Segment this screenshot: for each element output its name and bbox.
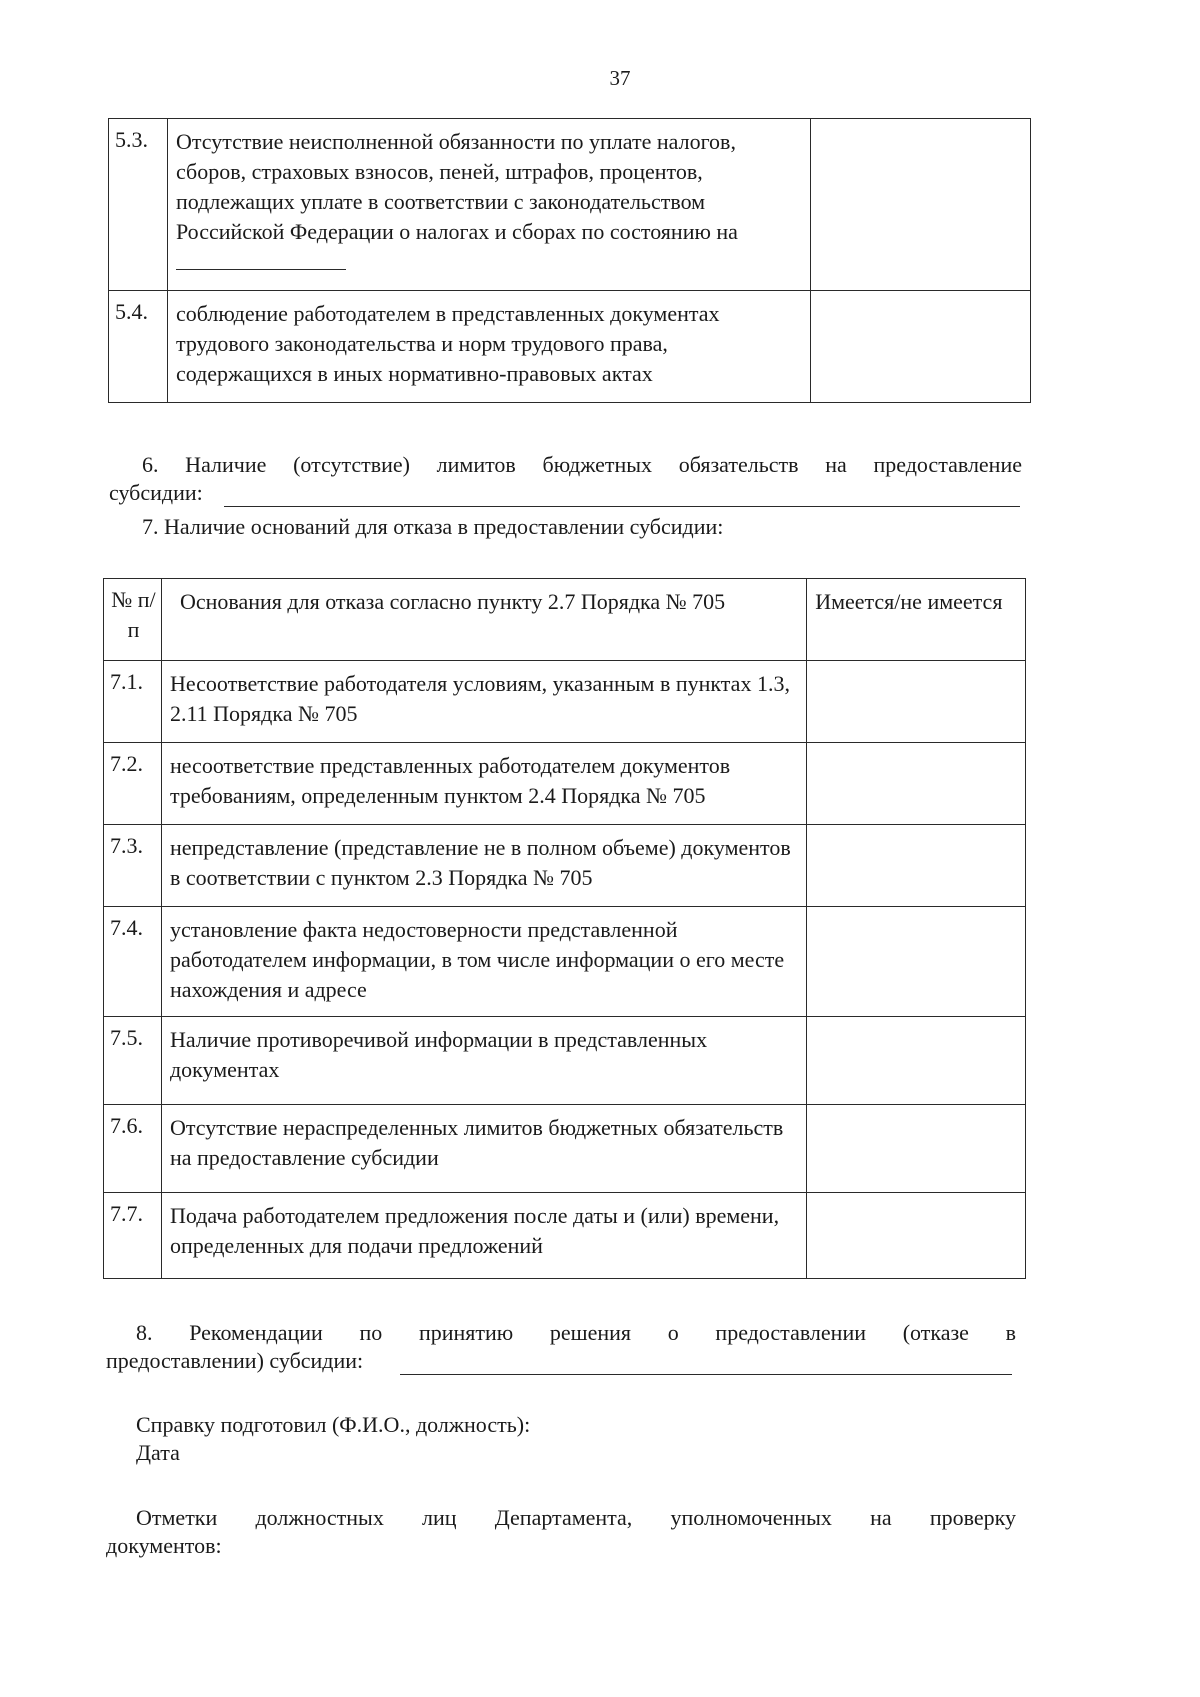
table-row xyxy=(109,119,1031,291)
para7-text: 7. Наличие оснований для отказа в предоставлении субсидии: xyxy=(142,514,724,539)
header-reason: Основания для отказа согласно пункту 2.7 Порядка № 705 xyxy=(161,579,806,661)
table-row xyxy=(104,743,1026,825)
para6-line2: субсидии: xyxy=(109,480,203,505)
row-text: Несоответствие работодателя условиям, указанным в пунктах 1.3, 2.11 Порядка № 705 xyxy=(161,661,806,743)
table-header-row xyxy=(104,579,1026,661)
date-blank-line[interactable] xyxy=(176,247,346,270)
table-row xyxy=(104,825,1026,907)
row-text: установление факта недостоверности представленной работодателем информации, в том числе информации о его месте нахождения и адресе xyxy=(161,907,806,1017)
row-value-cell[interactable] xyxy=(811,291,1031,403)
row-text: Подача работодателем предложения после даты и (или) времени, определенных для подачи предложений xyxy=(161,1193,806,1279)
refusal-grounds-table xyxy=(103,578,1026,1279)
notes-line2: документов: xyxy=(106,1533,222,1558)
row-number: 7.7. xyxy=(104,1193,162,1279)
row-number: 7.3. xyxy=(104,825,162,907)
row-status-cell[interactable] xyxy=(807,1193,1026,1279)
row-value-cell[interactable] xyxy=(811,119,1031,291)
row-text: несоответствие представленных работодателем документов требованиям, определенным пунктом 2.4 Порядка № 705 xyxy=(161,743,806,825)
row-status-cell[interactable] xyxy=(807,1105,1026,1193)
row-number: 7.4. xyxy=(104,907,162,1017)
table-row xyxy=(104,1105,1026,1193)
row-status-cell[interactable] xyxy=(807,1017,1026,1105)
table-row xyxy=(109,291,1031,403)
date-label: Дата xyxy=(136,1440,180,1465)
table-row xyxy=(104,907,1026,1017)
row-number: 5.4. xyxy=(109,291,168,403)
header-status: Имеется/не имеется xyxy=(807,579,1026,661)
page-number: 37 xyxy=(609,66,631,90)
para8-line1: 8. Рекомендации по принятию решения о предоставлении (отказе в xyxy=(136,1320,1016,1345)
row-number: 7.2. xyxy=(104,743,162,825)
notes-line1: Отметки должностных лиц Департамента, уполномоченных на проверку xyxy=(136,1505,1016,1530)
row-status-cell[interactable] xyxy=(807,825,1026,907)
row-text: Отсутствие нераспределенных лимитов бюджетных обязательств на предоставление субсидии xyxy=(161,1105,806,1193)
prepared-by-label: Справку подготовил (Ф.И.О., должность): xyxy=(136,1412,531,1437)
row-number: 7.5. xyxy=(104,1017,162,1105)
row-text: соблюдение работодателем в представленных документах трудового законодательства и норм трудового права, содержащихся в иных нормативно-правовых актах xyxy=(167,291,810,403)
row-number: 5.3. xyxy=(109,119,168,291)
row-text xyxy=(167,119,810,291)
para6-line1: 6. Наличие (отсутствие) лимитов бюджетных обязательств на предоставление xyxy=(142,452,1022,477)
checks-table xyxy=(108,118,1031,403)
para8-line2: предоставлении) субсидии: xyxy=(106,1348,364,1373)
row-text-value: Отсутствие неисполненной обязанности по уплате налогов, сборов, страховых взносов, пеней, штрафов, процентов, подлежащих уплате в соответствии с законодательством Российской Федерации о налогах и сборах по состоянию на xyxy=(175,129,738,244)
table-row xyxy=(104,1193,1026,1279)
para8-blank-line[interactable] xyxy=(400,1374,1012,1375)
header-number: № п/п xyxy=(104,579,162,661)
row-status-cell[interactable] xyxy=(807,743,1026,825)
row-status-cell[interactable] xyxy=(807,907,1026,1017)
row-text: непредставление (представление не в полном объеме) документов в соответствии с пунктом 2.3 Порядка № 705 xyxy=(161,825,806,907)
para6-blank-line[interactable] xyxy=(224,506,1020,507)
row-status-cell[interactable] xyxy=(807,661,1026,743)
table-row xyxy=(104,1017,1026,1105)
row-text: Наличие противоречивой информации в представленных документах xyxy=(161,1017,806,1105)
row-number: 7.1. xyxy=(104,661,162,743)
table-row xyxy=(104,661,1026,743)
row-number: 7.6. xyxy=(104,1105,162,1193)
